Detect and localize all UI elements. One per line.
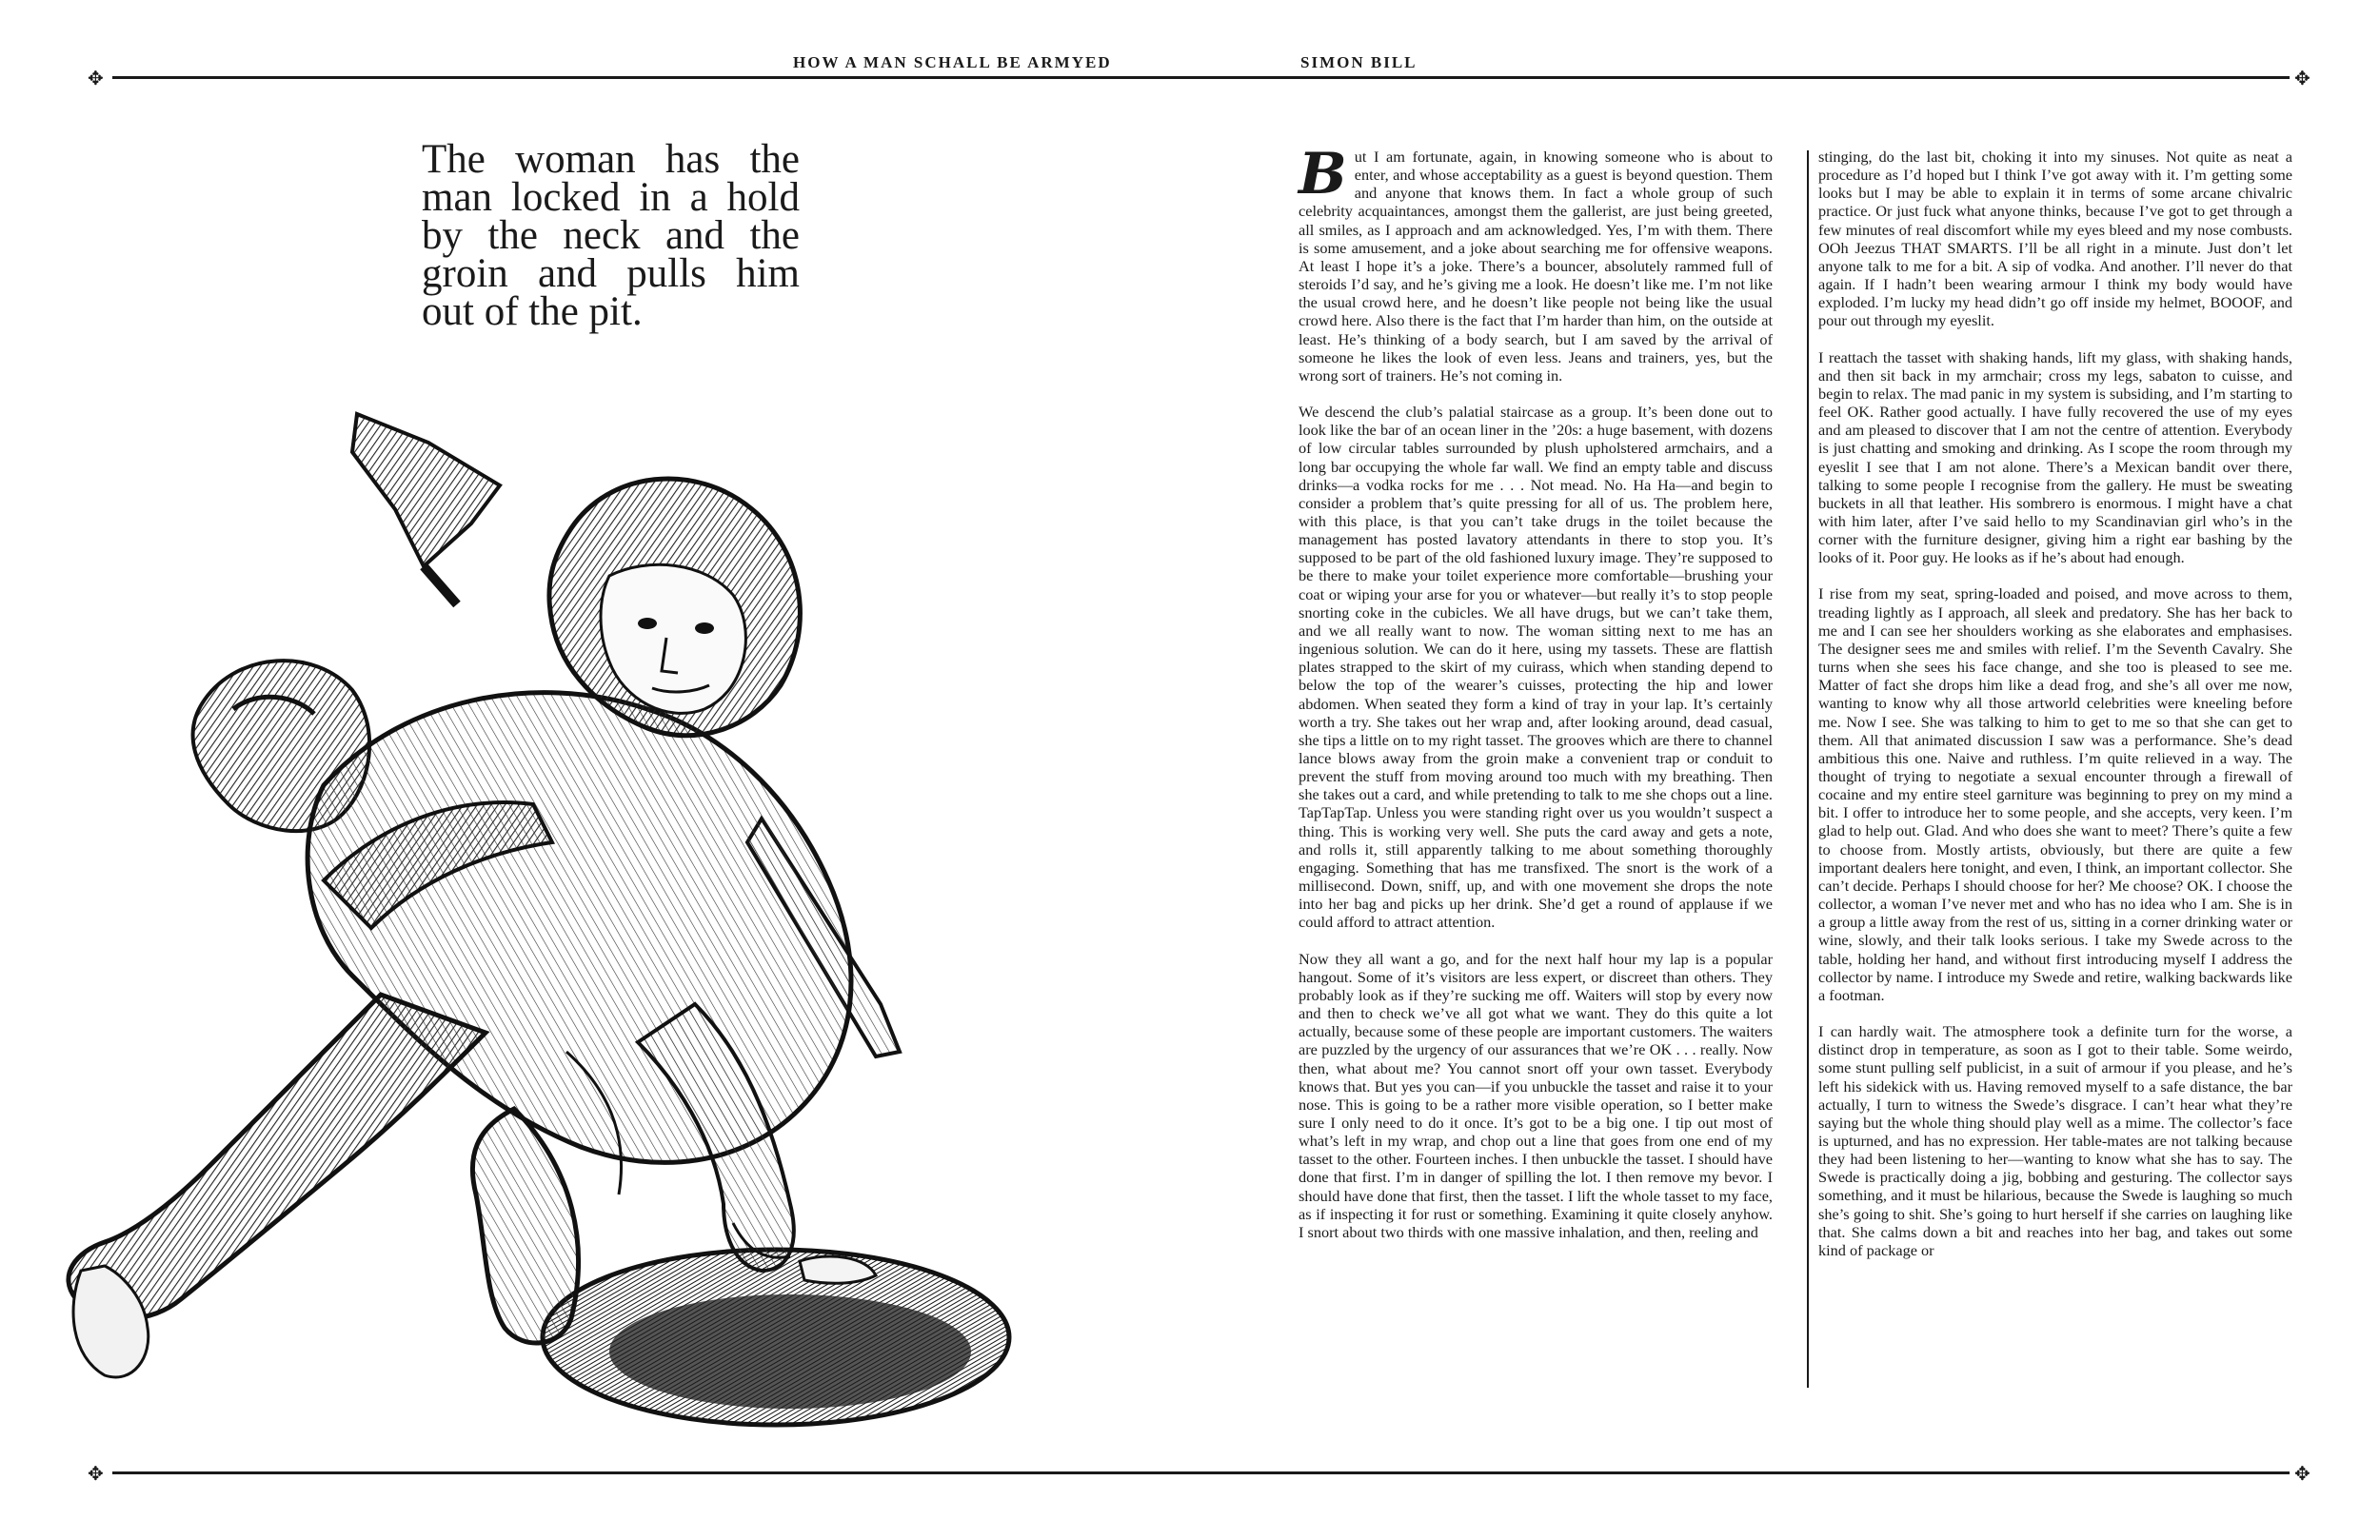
left-ornament-top: ✥	[88, 67, 104, 89]
paragraph: Now they all want a go, and for the next half hour my lap is a popular hangout. Some of it’s visitors are less expert, or discreet than others. They probably look as if they’re sucking me off. Waiters will stop by every now and then to check we’ve all got what we want. They do this quite a lot actually, because some of these people are important customers. The waiters are puzzled by the urgency of our assurances that we’re OK . . . really. Now then, what about me? You cannot snort off your own tasset. Everybody knows that. But yes you can—if you unbuckle the tasset and raise it to your nose. This is going to be a rather more visible operation, so I better make sure I only need to do it once. It’s got to be a big one. I tip out most of what’s left in my wrap, and chop out a line that goes from one end of my tasset to the other. Fourteen inches. I then unbuckle the tasset. I should have done that first. I’m in danger of spilling the lot. I then remove my bevor. I should have done that first, then the tasset. I lift the whole tasset to my face, as if inspecting it for rust or something. Examining it quite closely anyhow. I snort about two thirds with one massive inhalation, and then, reeling and	[1299, 949, 1773, 1241]
paragraph: I reattach the tasset with shaking hands, lift my glass, with shaking hands, and then sit back in my armchair; cross my legs, sabaton to cuisse, and begin to relax. The mad panic in my system is subsiding, and I’m starting to feel OK. Rather good actually. I have fully recovered the use of my eyes and am pleased to discover that I am not the centre of attention. Everybody is just chatting and smoking and drinking. As I scope the room through my eyeslit I see that I am not alone. There’s a Mexican bandit over there, talking to some people I recognise from the gallery. He must be sweating buckets in all that leather. His sombrero is enormous. I might have a chat with him later, after I’ve said hello to my Scandinavian girl who’s in the corner with the furniture designer, giving him a right ear bashing by the looks of it. Poor guy. He looks as if he’s about had enough.	[1818, 347, 2292, 567]
running-head-author: SIMON BILL	[1300, 53, 1418, 71]
left-ornament-bottom: ✥	[88, 1462, 104, 1485]
paragraph-text: ut I am fortunate, again, in knowing someone who is about to enter, and whose acceptability as a guest is beyond question. Them and anyone that knows them. In fact a whole group of such celebrity acquaintances, amongst them the gallerist, are just being greeted, all smiles, as I approach and am acknowledged. Yes, I’m with them. There is some amusement, and a joke about searching me for offensive weapons. At least I hope it’s a joke. There’s a bouncer, absolutely rammed full of steroids I’d say, and he’s giving me a look. He doesn’t like me. I’m not like the usual crowd here, and he doesn’t like people not being like the usual crowd here. Also there is the fact that I’m harder than him, on the outside at least. He’s thinking of a body search, but I am saved by the arrival of someone he likes the look of even less. Jeans and trainers, yes, but the wrong sort of trainers. He’s not coming in.	[1299, 148, 1773, 385]
bottom-rule	[112, 1471, 2290, 1474]
running-head-title: HOW A MAN SCHALL BE ARMYED	[793, 53, 1112, 71]
article-column-2	[1818, 148, 2292, 1259]
spear-head	[352, 414, 500, 566]
column-divider	[1807, 150, 1809, 1388]
right-ornament-bottom: ✥	[2294, 1462, 2311, 1485]
article-column-1	[1299, 141, 1773, 1241]
paragraph: We descend the club’s palatial staircase as a group. It’s been done out to look like the bar of an ocean liner in the ’20s: a huge basement, with dozens of low circular tables surrounded by plush upholstered armchairs, and a long bar occupying the whole far wall. We find an empty table and discuss drinks—a vodka rocks for me . . . Not mead. No. Ha Ha—and begin to consider a problem that’s quite pressing for all of us. The problem here, with this place, is that you can’t take drugs in the toilet because the management has posted lavatory attendants in there to stop you. It’s supposed to be part of the old fashioned luxury image. They’re supposed to be there to make your toilet experience more comfortable—brushing your coat or wiping your arse for you or whatever—but really it’s to stop people snorting coke in the cubicles. We all have drugs, but we can’t take them, and we all really want to now. The woman sitting next to me has an ingenious solution. We can do it here, using my tassets. These are flattish plates strapped to the skirt of my cuirass, which when standing depend to below the top of the wearer’s cuisses, protecting the hip and lower abdomen. When seated they form a kind of tray in your lap. It’s certainly worth a try. She takes out her wrap and, after looking around, dead casual, she tips a little on to my right tasset. The grooves which are there to channel lance blows away from the groin make a convenient trap or conduit to prevent the stuff from moving around too much with my breathing. Then she takes out a card, and while pretending to talk to me she chops out a line. TapTapTap. Unless you were standing right over us you wouldn’t suspect a thing. This is working very well. She puts the card away and gets a note, and rolls it, still apparently talking to me about something thoroughly engaging. Something that has me transfixed. The snort is the work of a millisecond. Down, sniff, up, and with one movement she drops the note into her bag and picks up her drink. She’d get a round of applause if we could afford to attract attention.	[1299, 403, 1773, 932]
kneeling-leg	[69, 995, 486, 1319]
paragraph: stinging, do the last bit, choking it into my sinuses. Not quite as neat a procedure as I’d hoped but I think I’ve got away with it. I’m getting some looks but I may be able to explain it in terms of some arcane chivalric practice. Or just fuck what anyone thinks, because I’ve got to get through a few minutes of real discomfort while my eyes bleed and my nose combusts. OOh Jeezus THAT SMARTS. I’ll be all right in a minute. Just don’t let anyone talk to me for a bit. A sip of vodka. And another. I’ll never do that again. If I hadn’t been wearing armour I think my body would have exploded. I’m lucky my head didn’t go off inside my helmet, BOOOF, and pour out through my eyeslit.	[1818, 148, 2292, 330]
paragraph: I rise from my seat, spring-loaded and poised, and move across to them, treading lightly as I approach, all sleek and predatory. She has her back to me and I can see her shoulders working as she elaborates and emphasises. The designer sees me and smiles with relief. I’m the Seventh Cavalry. She turns when she sees his face change, and she too is pleased to see me. Matter of fact she drops him like a dead frog, and she’s all over me now, wanting to know why all those artworld celebrities were kneeling before me. Now I see. She was talking to him to get to me so that she can get to them. All that animated discussion I saw was a performance. She’s dead ambitious this one. Naive and ruthless. I’m quite relieved in a way. The thought of trying to negotiate a sexual encounter through a firewall of cocaine and my entire steel garniture was beginning to prey on my mind a bit. I offer to introduce her to some people, and she accepts, very keen. I’m glad to help out. Glad. And who does she want to meet? There’s quite a few to choose from. Mostly artists, obviously, but there are quite a few important dealers here tonight, and even, I think, an important collector. She can’t decide. Perhaps I should choose for her? Me choose? OK. I choose the collector, a woman I’ve never met and who has no idea who I am. She is in a group a little away from the rest of us, sitting in a corner drinking water or wine, slowly, and their talk looks serious. I take my Swede across to the table, holding her hand, and without first introducing myself I address the collector by name. I introduce my Swede and retire, walking backwards like a footman.	[1818, 584, 2292, 1004]
paragraph	[1299, 141, 1773, 385]
top-rule	[112, 76, 2290, 79]
paragraph: I can hardly wait. The atmosphere took a definite turn for the worse, a distinct drop in temperature, as soon as I got to their table. Some weirdo, some stunt pulling self publicist, in a suit of armour if you please, and he’s left his sidekick with us. Having removed myself to a safe distance, the bar actually, I turn to witness the Swede’s disgrace. I can’t hear what they’re saying but the whole thing should play well as a mime. The collector’s face is upturned, and has no expression. Her table-mates are not talking because they had been listening to her—wanting to know what she has to say. The Swede is practically doing a jig, bobbing and gesturing. The collector says something, and it must be hilarious, because the Swede is laughing so much she’s going to shit. She’s going to hurt herself if she carries on laughing like that. She calms down a bit and reaches into her bag, and takes out some kind of package or	[1818, 1022, 2292, 1259]
pull-quote: The woman has the man locked in a hold by the neck and the groin and pulls him out of the pit.	[422, 137, 800, 334]
drop-cap: B	[1299, 141, 1347, 207]
right-ornament-top: ✥	[2294, 67, 2311, 89]
woodcut-illustration	[38, 385, 1266, 1442]
